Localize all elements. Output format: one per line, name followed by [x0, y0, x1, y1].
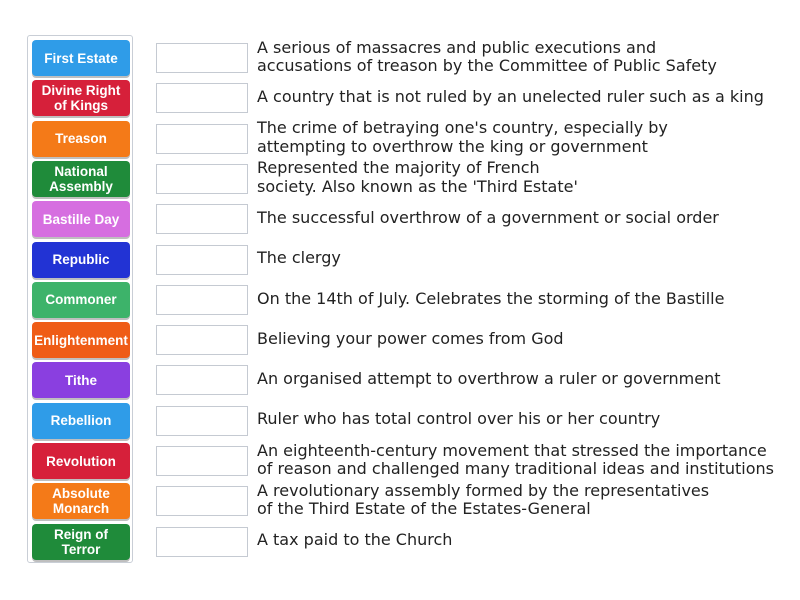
definition-text: The crime of betraying one's country, especially by attempting to overthrow the king or government — [257, 118, 668, 156]
term-tile-label: Enlightenment — [34, 332, 128, 348]
term-tile-label: Rebellion — [50, 413, 112, 429]
term-tile-treason[interactable] — [32, 121, 130, 157]
answer-drop-box[interactable] — [156, 83, 248, 113]
term-tile-reign-of-terror[interactable] — [32, 524, 130, 560]
answer-drop-box[interactable] — [156, 164, 248, 194]
term-tile-bastille-day[interactable] — [32, 201, 130, 237]
term-tile-label: Reign of Terror — [54, 526, 108, 557]
term-tile-label: Tithe — [64, 372, 97, 388]
term-tile-commoner[interactable] — [32, 282, 130, 318]
answer-drop-box[interactable] — [156, 204, 248, 234]
term-tile-label: Commoner — [45, 292, 117, 308]
term-tile-label: Divine Right of Kings — [41, 83, 121, 114]
term-tile-label: Republic — [52, 252, 110, 267]
term-tile-national-assembly[interactable] — [32, 161, 130, 197]
answer-drop-box[interactable] — [156, 325, 248, 355]
answer-drop-box[interactable] — [156, 245, 248, 275]
answer-drop-box[interactable] — [156, 406, 248, 436]
answer-drop-box[interactable] — [156, 365, 248, 395]
definition-text: An eighteenth-century movement that stressed the importance of reason and challenged many traditional ideas and institutions — [257, 440, 775, 478]
term-tile-revolution[interactable] — [32, 443, 130, 479]
definition-text: The clergy — [257, 248, 341, 268]
definition-text: An organised attempt to overthrow a ruler or government — [257, 369, 721, 389]
term-tile-divine-right-of-kings[interactable] — [32, 80, 130, 116]
answer-drop-box[interactable] — [156, 124, 248, 154]
term-tile-label: Treason — [55, 131, 107, 147]
term-tile-rebellion[interactable] — [32, 403, 130, 439]
definition-text: Represented the majority of French society. Also known as the 'Third Estate' — [257, 158, 578, 196]
term-tile-tithe[interactable] — [32, 362, 130, 398]
definition-text: A serious of massacres and public executions and accusations of treason by the Committee of Public Safety — [257, 37, 717, 75]
answer-drop-box[interactable] — [156, 43, 248, 73]
term-tile-absolute-monarch[interactable] — [32, 483, 130, 519]
term-tile-label: Revolution — [46, 453, 116, 469]
definition-text: A tax paid to the Church — [257, 530, 453, 550]
term-tile-label: First Estate — [44, 50, 118, 66]
term-tile-enlightenment[interactable] — [32, 322, 130, 358]
term-tile-republic[interactable] — [32, 242, 130, 278]
definition-text: Believing your power comes from God — [257, 328, 564, 348]
term-tile-label: Absolute Monarch — [52, 486, 110, 517]
answer-drop-box[interactable] — [156, 486, 248, 516]
definition-text: Ruler who has total control over his or her country — [257, 409, 661, 429]
term-tile-label: Bastille Day — [42, 211, 120, 227]
answer-drop-box[interactable] — [156, 527, 248, 557]
definition-text: The successful overthrow of a government or social order — [257, 207, 719, 227]
definition-text: A country that is not ruled by an unelected ruler such as a king — [257, 87, 764, 107]
definition-text: On the 14th of July. Celebrates the storming of the Bastille — [257, 288, 725, 308]
answer-drop-box[interactable] — [156, 446, 248, 476]
answer-drop-box[interactable] — [156, 285, 248, 315]
term-tile-label: National Assembly — [49, 163, 113, 194]
term-tile-first-estate[interactable] — [32, 40, 130, 76]
definition-text: A revolutionary assembly formed by the representatives of the Third Estate of the Estates-General — [257, 480, 710, 519]
